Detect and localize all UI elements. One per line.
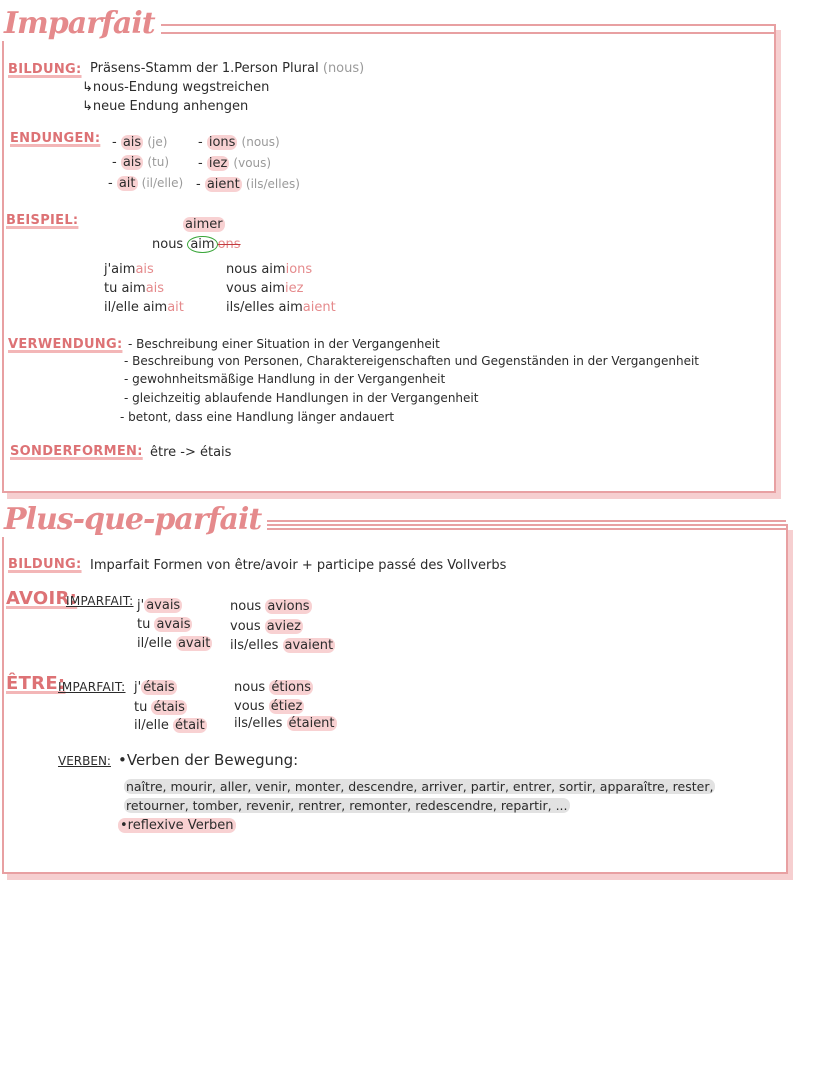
etre-imparfait-label: IMPARFAIT: (58, 680, 126, 694)
pqp-title: Plus-que-parfait (2, 502, 267, 537)
endung-row-3-left: - ait (il/elle) (108, 176, 184, 191)
bildung-line-3: ↳neue Endung anhengen (82, 99, 249, 114)
bildung-line-1: Präsens-Stamm der 1.Person Plural (nous) (90, 61, 365, 76)
endungen-heading: ENDUNGEN: (10, 131, 101, 146)
beispiel-right-1: nous aimions (226, 262, 313, 277)
pqp-bildung-text: Imparfait Formen von être/avoir + participe passé des Vollverbs (90, 558, 507, 573)
beispiel-infinitive: aimer (185, 217, 223, 232)
avoir-right-1: nous avions (230, 599, 310, 614)
imparfait-title-rule (122, 24, 774, 34)
avoir-right-3: ils/elles avaient (230, 638, 334, 653)
beispiel-left-3: il/elle aimait (104, 300, 184, 315)
bildung-line-2: ↳nous-Endung wegstreichen (82, 80, 270, 95)
endung-row-1-right: - ions (nous) (198, 135, 280, 150)
pqp-title-rule (180, 520, 786, 530)
list-item: - Beschreibung von Personen, Charaktereigenschaften und Gegenständen in der Vergangenheit (124, 354, 700, 368)
list-item: - betont, dass eine Handlung länger andauert (120, 410, 395, 424)
etre-left-2: tu étais (134, 700, 185, 715)
avoir-heading: AVOIR: (6, 588, 78, 609)
avoir-left-3: il/elle avait (137, 636, 211, 651)
list-item: - gleichzeitig ablaufende Handlungen in der Vergangenheit (124, 391, 479, 405)
verben-list-line-1: naître, mourir, aller, venir, monter, descendre, arriver, partir, entrer, sortir, apparaître, rester, (126, 779, 714, 794)
beispiel-left-2: tu aimais (104, 281, 165, 296)
list-item: - Beschreibung einer Situation in der Vergangenheit (128, 337, 440, 351)
etre-right-3: ils/elles étaient (234, 716, 335, 731)
etre-left-1: j' étais (134, 680, 175, 695)
verwendung-heading: VERWENDUNG: (8, 337, 123, 352)
verben-bullet-reflexive: •reflexive Verben (120, 818, 234, 833)
verben-bullet-bewegung: •Verben der Bewegung: (118, 751, 299, 769)
avoir-imparfait-label: IMPARFAIT: (66, 594, 134, 608)
etre-left-3: il/elle était (134, 718, 205, 733)
beispiel-right-2: vous aimiez (226, 281, 304, 296)
verben-heading: VERBEN: (58, 754, 111, 768)
beispiel-left-1: j'aimais (104, 262, 154, 277)
endung-row-3-right: - aient (ils/elles) (196, 177, 300, 192)
endung-row-2-right: - iez (vous) (198, 156, 272, 171)
sonderformen-heading: SONDERFORMEN: (10, 444, 143, 459)
avoir-right-2: vous aviez (230, 619, 301, 634)
sonderformen-text: être -> étais (150, 445, 232, 460)
etre-right-2: vous étiez (234, 699, 303, 714)
etre-right-1: nous étions (234, 680, 312, 695)
verben-list-line-2: retourner, tomber, revenir, rentrer, remonter, redescendre, repartir, ... (126, 798, 568, 813)
beispiel-heading: BEISPIEL: (6, 213, 79, 228)
avoir-left-2: tu avais (137, 617, 191, 632)
pqp-bildung-heading: BILDUNG: (8, 557, 82, 572)
bildung-heading: BILDUNG: (8, 62, 82, 77)
avoir-left-1: j' avais (137, 598, 181, 613)
beispiel-right-3: ils/elles aimaient (226, 300, 336, 315)
endung-row-1-left: - ais (je) (112, 135, 168, 150)
imparfait-title: Imparfait (2, 6, 161, 41)
beispiel-nous-form: nous aim ons (152, 237, 241, 252)
etre-heading: ÊTRE: (6, 673, 66, 694)
endung-row-2-left: - ais (tu) (112, 155, 170, 170)
list-item: - gewohnheitsmäßige Handlung in der Vergangenheit (124, 372, 446, 386)
